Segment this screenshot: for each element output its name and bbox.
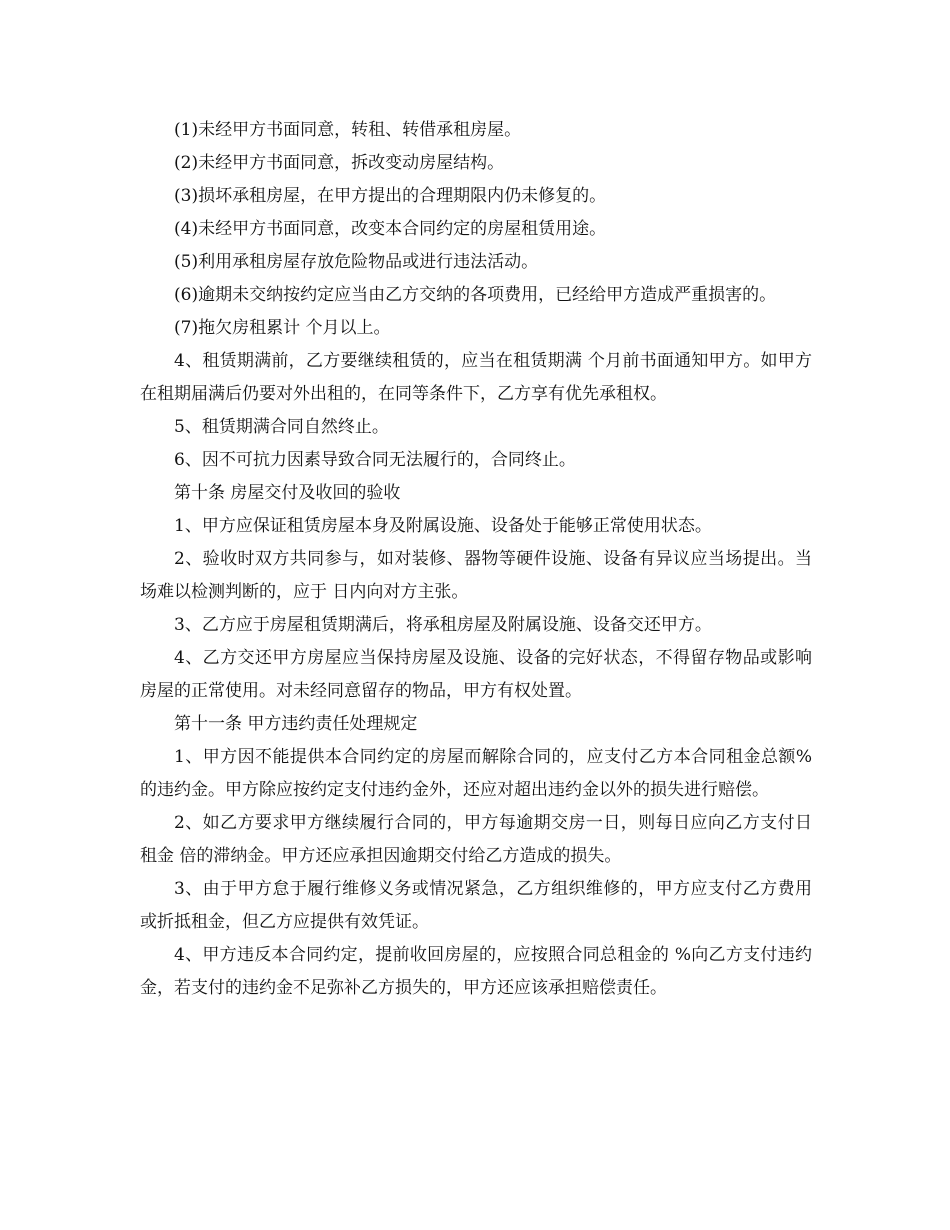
document-body xyxy=(140,114,812,1005)
article-11-item-1: 1、甲方因不能提供本合同约定的房屋而解除合同的，应支付乙方本合同租金总额%的违约金。甲方除应按约定支付违约金外，还应对超出违约金以外的损失进行赔偿。 xyxy=(140,747,812,800)
clause-item-4: (4)未经甲方书面同意，改变本合同约定的房屋租赁用途。 xyxy=(174,219,607,239)
expiry-clause: 5、租赁期满合同自然终止。 xyxy=(174,417,389,437)
article-10-heading: 第十条 房屋交付及收回的验收 xyxy=(174,483,401,503)
force-majeure-clause: 6、因不可抗力因素导致合同无法履行的，合同终止。 xyxy=(174,450,576,470)
article-10-item-1: 1、甲方应保证租赁房屋本身及附属设施、设备处于能够正常使用状态。 xyxy=(174,516,712,536)
clause-item-1: (1)未经甲方书面同意，转租、转借承租房屋。 xyxy=(174,120,522,140)
article-11-item-3: 3、由于甲方怠于履行维修义务或情况紧急，乙方组织维修的，甲方应支付乙方费用或折抵租金，但乙方应提供有效凭证。 xyxy=(140,879,812,932)
clause-item-5: (5)利用承租房屋存放危险物品或进行违法活动。 xyxy=(174,252,539,272)
article-10-item-4: 4、乙方交还甲方房屋应当保持房屋及设施、设备的完好状态，不得留存物品或影响房屋的正常使用。对未经同意留存的物品，甲方有权处置。 xyxy=(140,648,812,701)
article-10-item-3: 3、乙方应于房屋租赁期满后，将承租房屋及附属设施、设备交还甲方。 xyxy=(174,615,712,635)
article-11-item-4: 4、甲方违反本合同约定，提前收回房屋的，应按照合同总租金的 %向乙方支付违约金，若支付的违约金不足弥补乙方损失的，甲方还应该承担赔偿责任。 xyxy=(140,945,812,998)
clause-item-2: (2)未经甲方书面同意，拆改变动房屋结构。 xyxy=(174,153,505,173)
article-11-item-2: 2、如乙方要求甲方继续履行合同的，甲方每逾期交房一日，则每日应向乙方支付日租金 倍的滞纳金。甲方还应承担因逾期交付给乙方造成的损失。 xyxy=(140,813,812,866)
clause-item-7: (7)拖欠房租累计 个月以上。 xyxy=(174,318,391,338)
article-10-item-2: 2、验收时双方共同参与，如对装修、器物等硬件设施、设备有异议应当场提出。当场难以检测判断的，应于 日内向对方主张。 xyxy=(140,549,812,602)
article-11-heading: 第十一条 甲方违约责任处理规定 xyxy=(174,714,418,734)
renewal-clause: 4、租赁期满前，乙方要继续租赁的，应当在租赁期满 个月前书面通知甲方。如甲方在租期届满后仍要对外出租的，在同等条件下，乙方享有优先承租权。 xyxy=(140,351,812,404)
clause-item-3: (3)损坏承租房屋，在甲方提出的合理期限内仍未修复的。 xyxy=(174,186,607,206)
clause-item-6: (6)逾期未交纳按约定应当由乙方交纳的各项费用，已经给甲方造成严重损害的。 xyxy=(174,285,777,305)
